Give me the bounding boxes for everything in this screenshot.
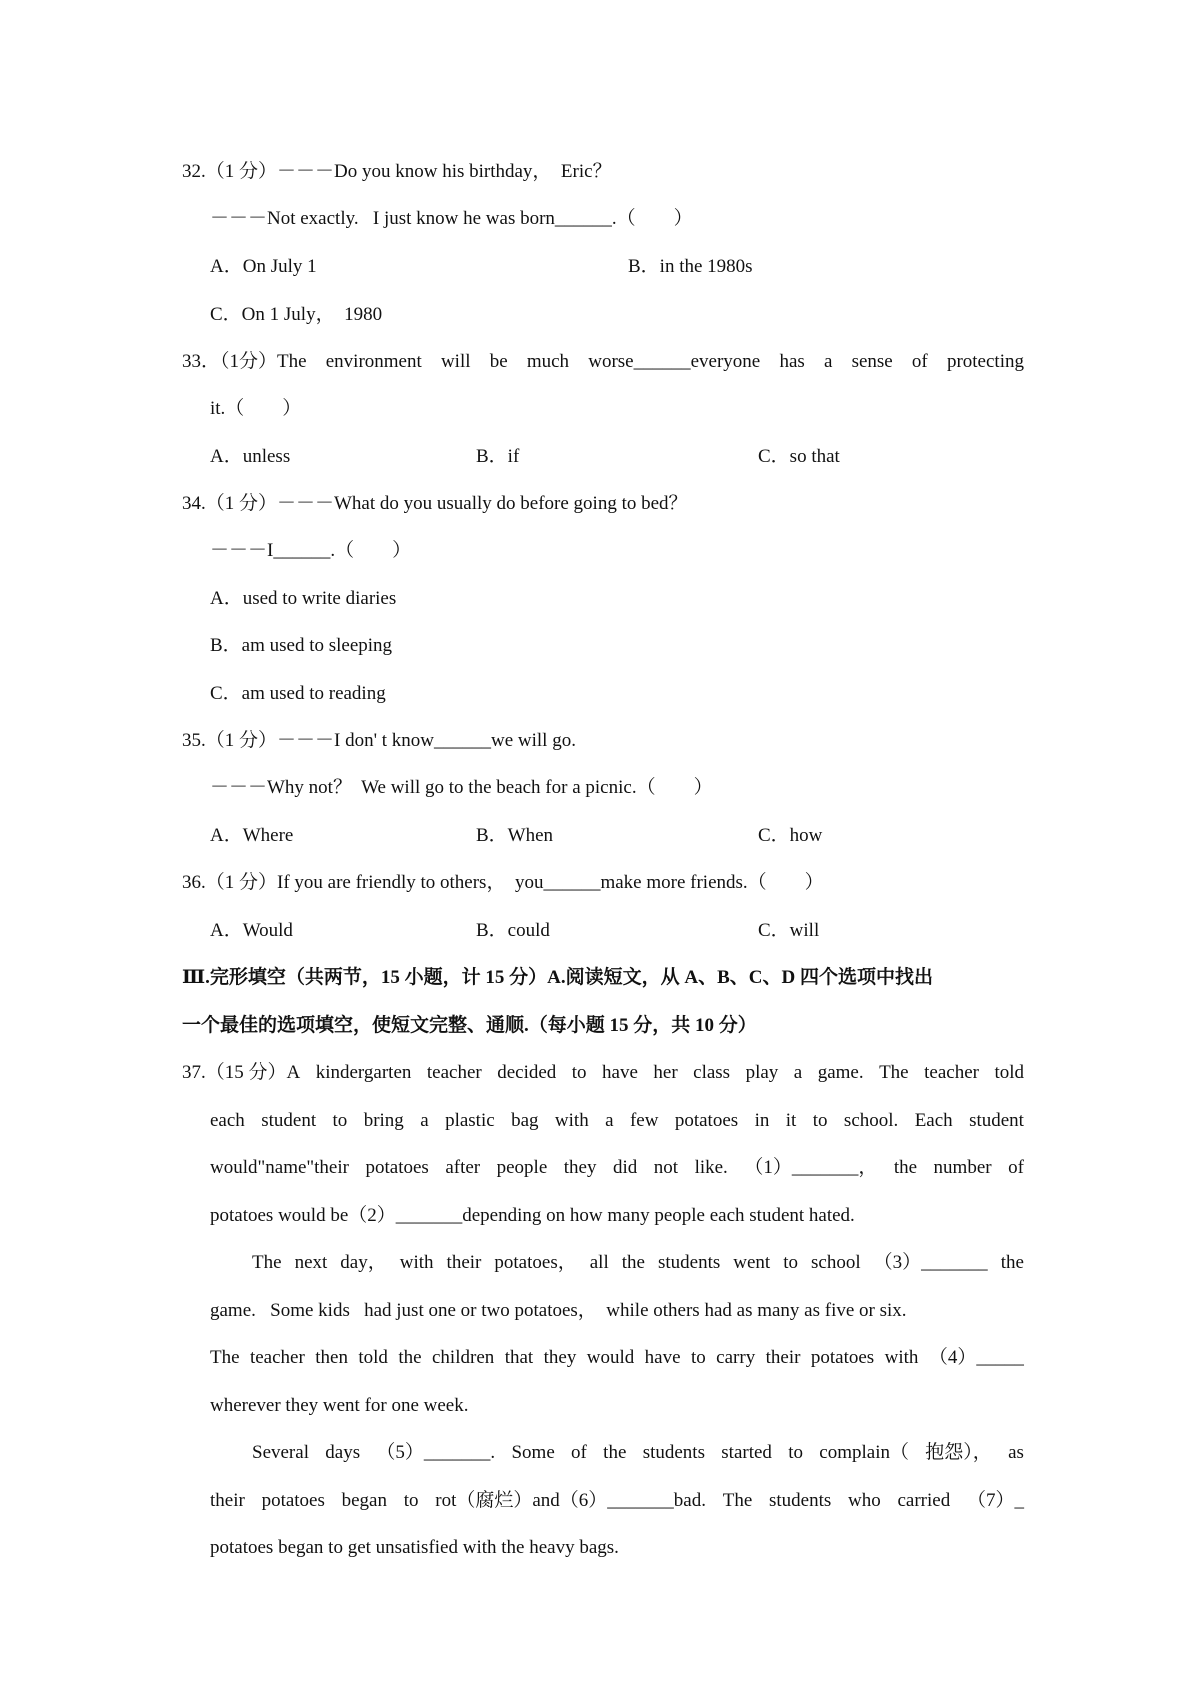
word: a (420, 1110, 429, 1131)
q33-option-c[interactable]: C．so that (758, 446, 840, 467)
q35-option-b[interactable]: B．When (476, 825, 554, 846)
word: bring (363, 1110, 404, 1131)
word: it (785, 1110, 797, 1131)
word: （7）_ (966, 1490, 1024, 1511)
q37-para3-line-3: potatoes began to get unsatisfied with the heavy bags. (210, 1537, 619, 1558)
word: started (721, 1442, 772, 1463)
q32-stem: 32.（1 分）－－－Do you know his birthday， Eric？ (182, 161, 612, 182)
word: plastic (445, 1110, 495, 1131)
word: few (629, 1110, 659, 1131)
word: would (586, 1347, 635, 1368)
word: with (399, 1252, 434, 1273)
word: students (642, 1442, 705, 1463)
word: complain（ (819, 1442, 909, 1463)
word: have (602, 1062, 638, 1083)
word: potatoes (674, 1110, 739, 1131)
word: bag (511, 1110, 539, 1131)
word: （4）_____ (928, 1347, 1024, 1368)
word: went (733, 1252, 771, 1273)
word: （3）_______ (873, 1252, 988, 1273)
word: that (504, 1347, 534, 1368)
word: （5）_______. (376, 1442, 496, 1463)
q36-option-c[interactable]: C．will (758, 920, 820, 941)
word: the (398, 1347, 422, 1368)
word: the (893, 1157, 918, 1178)
word: in (754, 1110, 770, 1131)
word: 37.（15 分）A (182, 1062, 301, 1083)
q32-option-b[interactable]: B．in the 1980s (628, 256, 753, 277)
q36-stem: 36.（1 分）If you are friendly to others， you______make more friends.（ ） (182, 872, 824, 893)
q34-option-b[interactable]: B．am used to sleeping (210, 635, 393, 656)
q34-option-c[interactable]: C．am used to reading (210, 683, 386, 704)
word: number (933, 1157, 992, 1178)
q37-line-2 (210, 1111, 1024, 1130)
word: potatoes (810, 1347, 875, 1368)
word: game. (817, 1062, 864, 1083)
word: their (210, 1490, 245, 1511)
word: rot（腐烂）and（6）_______bad. (435, 1490, 706, 1511)
q34-stem: 34.（1 分）－－－What do you usually do before going to bed？ (182, 493, 688, 514)
q32-option-c[interactable]: C．On 1 July， 1980 (210, 304, 383, 325)
q32-option-a[interactable]: A．On July 1 (210, 256, 317, 277)
word: teacher (249, 1347, 305, 1368)
word: student (969, 1110, 1024, 1131)
word: 抱怨）， (925, 1442, 992, 1463)
q32-line2: －－－Not exactly. I just know he was born______.（ ） (210, 208, 693, 229)
word: the (621, 1252, 645, 1273)
word: then (315, 1347, 348, 1368)
q37-para2-line-1 (252, 1253, 1024, 1272)
word: carry (716, 1347, 756, 1368)
word: The (210, 1347, 240, 1368)
word: potatoes (261, 1490, 325, 1511)
word: all (589, 1252, 609, 1273)
q37-line-3 (210, 1158, 1024, 1177)
q36-option-b[interactable]: B．could (476, 920, 550, 941)
word: people (496, 1157, 548, 1178)
q35-option-c[interactable]: C．how (758, 825, 823, 846)
word: her (653, 1062, 678, 1083)
word: days (325, 1442, 361, 1463)
word: Some (511, 1442, 555, 1463)
word: told (994, 1062, 1024, 1083)
word: with (884, 1347, 919, 1368)
word: as (1008, 1442, 1024, 1463)
word: potatoes， (494, 1252, 577, 1273)
q37-para2-line-3 (210, 1348, 1024, 1367)
q37-para2-line-2: game. Some kids had just one or two potatoes， while others had as many as five or six. (210, 1300, 907, 1321)
word: teacher (924, 1062, 979, 1083)
q35-stem: 35.（1 分）－－－I don' t know______we will go. (182, 730, 576, 751)
q37-line-1 (182, 1063, 1024, 1082)
word: to (783, 1252, 799, 1273)
q33-stem: 33．（1分）The environment will be much worse______everyone has a sense of protecting (182, 351, 1024, 372)
word: next (294, 1252, 328, 1273)
q36-option-a[interactable]: A．Would (210, 920, 293, 941)
word: they (563, 1157, 597, 1178)
word: The (722, 1490, 753, 1511)
word: kindergarten (315, 1062, 412, 1083)
word: began (341, 1490, 387, 1511)
word: （1）_______， (744, 1157, 878, 1178)
word: a (793, 1062, 803, 1083)
word: each (210, 1110, 245, 1131)
section-3-heading-line1: Ⅲ.完形填空（共两节，15 小题，计 15 分）A.阅读短文，从 A、B、C、D 四个选项中找出 (182, 967, 933, 988)
word: they (543, 1347, 577, 1368)
word: of (1008, 1157, 1024, 1178)
word: like. (694, 1157, 728, 1178)
q37-para2-line-4: wherever they went for one week. (210, 1395, 469, 1416)
word: class (693, 1062, 731, 1083)
word: their (765, 1347, 801, 1368)
section-3-heading-line2: 一个最佳的选项填空，使短文完整、通顺.（每小题 15 分，共 10 分） (182, 1015, 757, 1036)
q33-option-a[interactable]: A．unless (210, 446, 291, 467)
word: students (657, 1252, 721, 1273)
word: The (879, 1062, 909, 1083)
word: who (848, 1490, 881, 1511)
q35-line2: －－－Why not？ We will go to the beach for a picnic.（ ） (210, 777, 713, 798)
word: potatoes (365, 1157, 429, 1178)
word: play (745, 1062, 779, 1083)
word: decided (497, 1062, 557, 1083)
word: to (812, 1110, 828, 1131)
word: children (432, 1347, 495, 1368)
word: teacher (426, 1062, 482, 1083)
word: their (446, 1252, 482, 1273)
word: the (603, 1442, 627, 1463)
word: to (403, 1490, 419, 1511)
word: carried (897, 1490, 951, 1511)
word: school (811, 1252, 861, 1273)
word: after (445, 1157, 481, 1178)
word: not (653, 1157, 679, 1178)
q33-option-b[interactable]: B．if (476, 446, 520, 467)
word: of (571, 1442, 587, 1463)
q37-para3-line-2 (210, 1491, 1024, 1510)
word: have (644, 1347, 681, 1368)
word: to (571, 1062, 587, 1083)
q34-option-a[interactable]: A．used to write diaries (210, 588, 397, 609)
word: day， (340, 1252, 387, 1273)
q33-line2: it.（ ） (210, 398, 302, 419)
word: did (613, 1157, 638, 1178)
word: Several (252, 1442, 309, 1463)
word: the (1000, 1252, 1024, 1273)
word: to (332, 1110, 348, 1131)
word: a (605, 1110, 614, 1131)
word: student (261, 1110, 317, 1131)
q34-line2: －－－I______.（ ） (210, 540, 412, 561)
q37-line-4: potatoes would be（2）_______depending on how many people each student hated. (210, 1205, 855, 1226)
word: to (690, 1347, 706, 1368)
word: The (252, 1252, 282, 1273)
word: told (358, 1347, 388, 1368)
word: school. (843, 1110, 899, 1131)
q37-para3-line-1 (252, 1443, 1024, 1462)
word: to (788, 1442, 803, 1463)
word: with (554, 1110, 589, 1131)
word: would"name"their (210, 1157, 349, 1178)
q35-option-a[interactable]: A．Where (210, 825, 294, 846)
word: Each (914, 1110, 953, 1131)
word: students (769, 1490, 832, 1511)
